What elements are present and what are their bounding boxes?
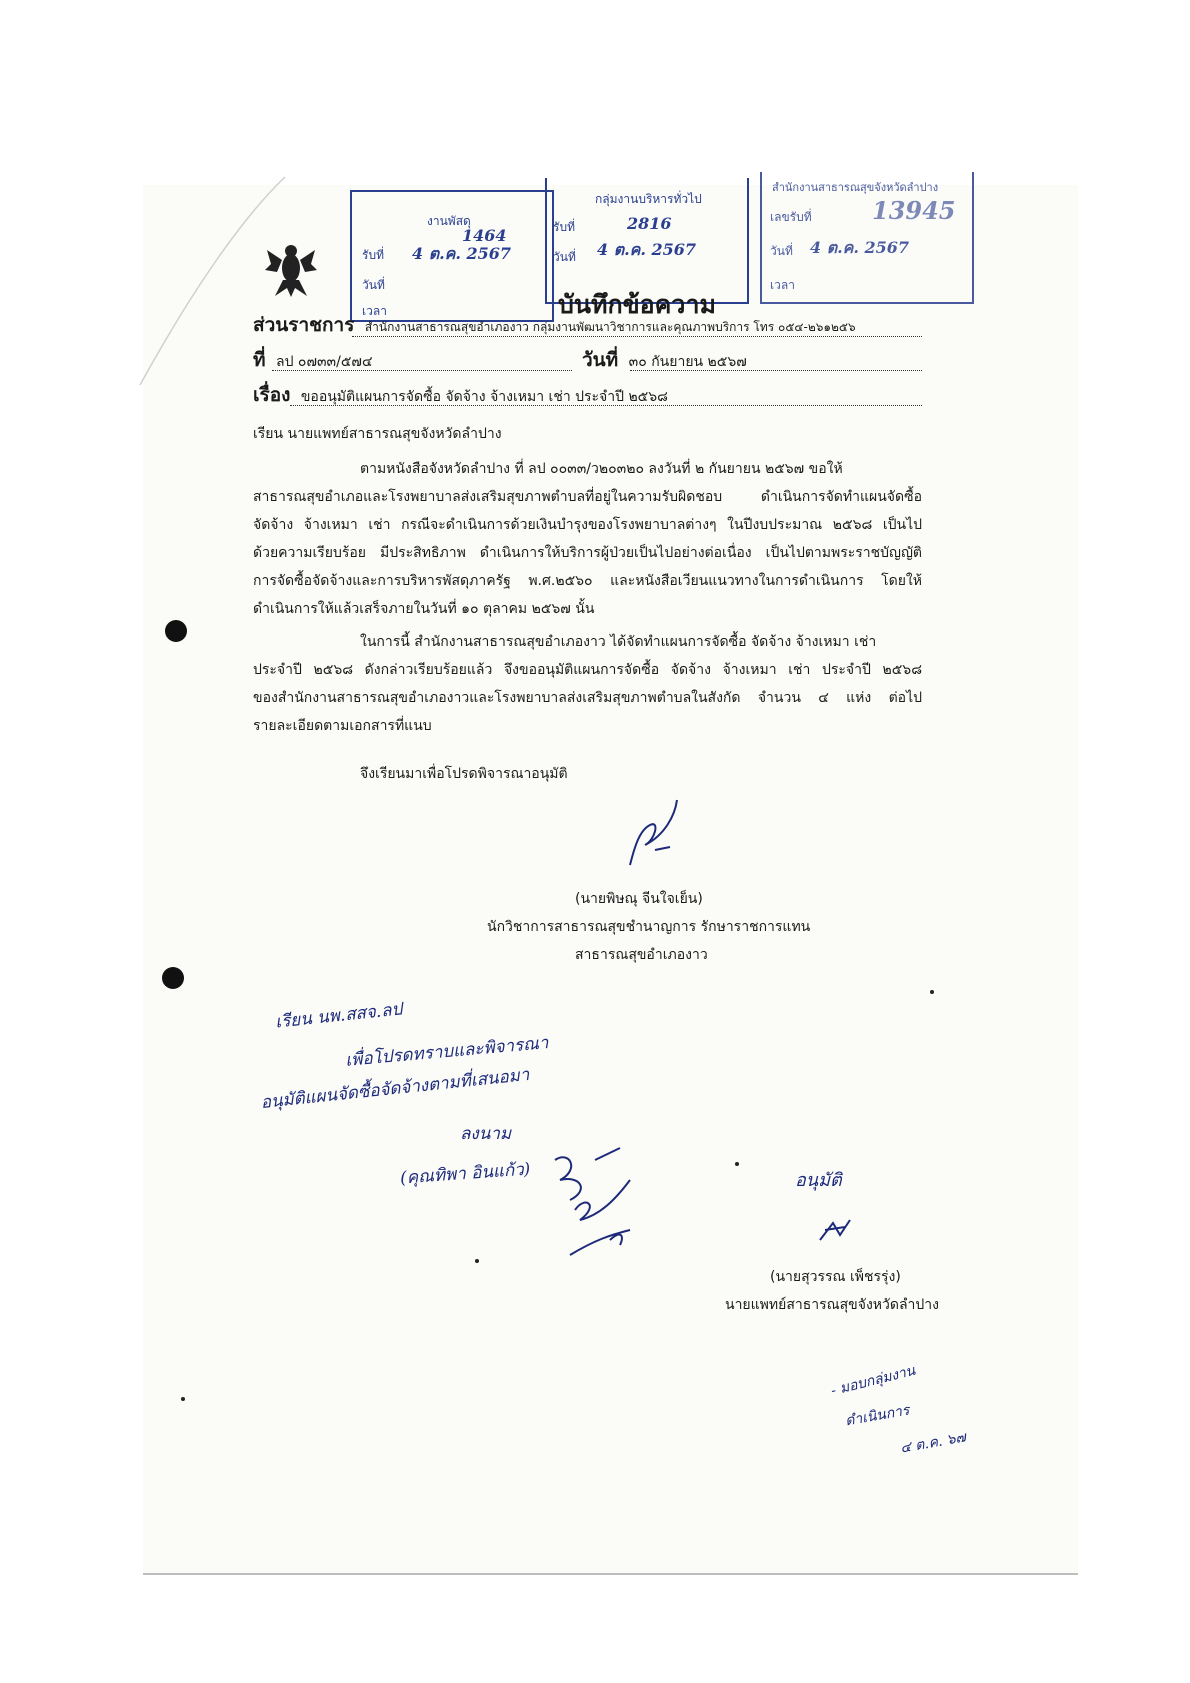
stamp-date-label: วันที่	[553, 250, 576, 264]
handwritten-bottom-3: ๔ ต.ค. ๖๗	[899, 1429, 968, 1457]
handwritten-note-2: เพื่อโปรดทราบและพิจารณา	[344, 1033, 550, 1071]
stamp-number: 13945	[872, 196, 956, 225]
handwritten-note-5: (คุณทิพา อินแก้ว)	[399, 1159, 531, 1189]
handwritten-note-3: อนุมัติแผนจัดซื้อจัดจ้างตามที่เสนอมา	[259, 1064, 531, 1114]
stamp-date-label: วันที่	[362, 278, 385, 292]
signer1-title1: นักวิชาการสาธารณสุขชำนาญการ รักษาราชการแทน	[487, 919, 811, 935]
stamp-time-label: เวลา	[770, 278, 795, 292]
speck	[930, 990, 934, 994]
fold-line	[135, 175, 295, 395]
signer1-title2: สาธารณสุขอำเภองาว	[575, 947, 708, 963]
speck	[475, 1259, 479, 1263]
stamp-name: สำนักงานสาธารณสุขจังหวัดลำปาง	[772, 181, 939, 194]
stamp-name: กลุ่มงานบริหารทั่วไป	[595, 192, 702, 206]
ref-value: ลป ๐๗๓๓/๕๗๔	[275, 354, 373, 370]
ref-label: ที่	[253, 349, 266, 371]
signer2-name: (นายสุวรรณ เพ็ชรรุ่ง)	[770, 1269, 901, 1285]
signature-handwritten	[540, 1140, 650, 1260]
page-bottom-edge	[143, 1573, 1078, 1575]
para1-line: ด้วยความเรียบร้อย มีประสิทธิภาพ ดำเนินการให้บริการผู้ป่วยเป็นไปอย่างต่อเนื่อง เป็นไปตามพระราชบัญญัติ	[253, 545, 922, 561]
para2-line: ประจำปี ๒๕๖๘ ดังกล่าวเรียบร้อยแล้ว จึงขออนุมัติแผนการจัดซื้อ จัดจ้าง จ้างเหมา เช่า ประจำปี ๒๕๖๘	[253, 662, 922, 678]
para2-line: ของสำนักงานสาธารณสุขอำเภองาวและโรงพยาบาลส่งเสริมสุขภาพตำบลในสังกัด จำนวน ๔ แห่ง ต่อไป	[253, 690, 922, 706]
para2-line: ในการนี้ สำนักงานสาธารณสุขอำเภองาว ได้จัดทำแผนการจัดซื้อ จัดจ้าง จ้างเหมา เช่า	[360, 634, 877, 650]
speck	[735, 1162, 739, 1166]
stamp-received-label: รับที่	[362, 248, 384, 262]
stamp-received-date: 4 ต.ค. 2567	[810, 238, 910, 257]
signer2-title: นายแพทย์สาธารณสุขจังหวัดลำปาง	[725, 1297, 939, 1313]
speck	[181, 1397, 185, 1401]
salutation: เรียน นายแพทย์สาธารณสุขจังหวัดลำปาง	[253, 426, 502, 442]
para1-line: ตามหนังสือจังหวัดลำปาง ที่ ลป ๐๐๓๓/ว๒๐๓๒๐ ลงวันที่ ๒ กันยายน ๒๕๖๗ ขอให้	[360, 461, 843, 477]
stamp-number-label: เลขรับที่	[770, 210, 812, 224]
ref-underline	[272, 370, 572, 371]
closing: จึงเรียนมาเพื่อโปรดพิจารณาอนุมัติ	[360, 766, 568, 782]
subject-label: เรื่อง	[253, 384, 291, 406]
approval-initial: อนุมัติ	[795, 1170, 842, 1191]
para1-line: สาธารณสุขอำเภอและโรงพยาบาลส่งเสริมสุขภาพตำบลที่อยู่ในความรับผิดชอบ ดำเนินการจัดทำแผนจัดซื้อ	[253, 489, 922, 505]
punch-hole-top	[165, 620, 187, 642]
punch-hole-bottom	[162, 967, 184, 989]
handwritten-bottom-2: ดำเนินการ	[844, 1402, 911, 1430]
para1-line: ดำเนินการให้แล้วเสร็จภายในวันที่ ๑๐ ตุลาคม ๒๕๖๗ นั้น	[253, 601, 595, 617]
subject-value: ขออนุมัติแผนการจัดซื้อ จัดจ้าง จ้างเหมา เช่า ประจำปี ๒๕๖๘	[300, 389, 668, 405]
stamp-received-date: 4 ต.ค. 2567	[412, 244, 512, 263]
memo-title: บันทึกข้อความ	[558, 290, 716, 319]
receipt-stamp-supplies	[350, 190, 554, 322]
signature-2	[815, 1215, 855, 1245]
stamp-received-date: 4 ต.ค. 2567	[597, 240, 697, 259]
stamp-number: 2816	[627, 214, 672, 233]
date-value: ๓๐ กันยายน ๒๕๖๗	[628, 354, 747, 370]
department-value: สำนักงานสาธารณสุขอำเภองาว กลุ่มงานพัฒนาวิชาการและคุณภาพบริการ โทร ๐๕๔-๒๖๑๒๕๖	[364, 320, 856, 334]
para2-line: รายละเอียดตามเอกสารที่แนบ	[253, 718, 432, 734]
handwritten-note-1: เรียน นพ.สสจ.ลป	[274, 999, 404, 1033]
signer1-name: (นายพิษณุ จีนใจเย็น)	[575, 891, 703, 907]
stamp-date-label: วันที่	[770, 244, 793, 258]
para1-line: การจัดซื้อจัดจ้างและการบริหารพัสดุภาครัฐ พ.ศ.๒๕๖๐ และหนังสือเวียนแนวทางในการดำเนินการ โดยให้	[253, 573, 922, 589]
receipt-stamp-provincial	[760, 172, 974, 304]
stamp-received-label: รับที่	[553, 220, 575, 234]
stamp-number: 1464	[462, 226, 507, 245]
handwritten-bottom-1: - มอบกลุ่มงาน	[829, 1362, 917, 1400]
date-label: วันที่	[582, 349, 619, 371]
stamp-name: งานพัสดุ	[427, 214, 471, 228]
handwritten-note-4: ลงนาม	[460, 1124, 512, 1144]
date-underline	[630, 370, 922, 371]
para1-line: จัดจ้าง จ้างเหมา เช่า กรณีจะดำเนินการด้วยเงินบำรุงของโรงพยาบาลต่างๆ ในปีงบประมาณ ๒๕๖๘ เป็นไป	[253, 517, 922, 533]
stamp-time-label: เวลา	[362, 304, 387, 318]
subject-underline	[290, 405, 922, 406]
signature-1	[615, 795, 695, 875]
department-underline	[352, 336, 922, 337]
department-label: ส่วนราชการ	[253, 314, 355, 336]
